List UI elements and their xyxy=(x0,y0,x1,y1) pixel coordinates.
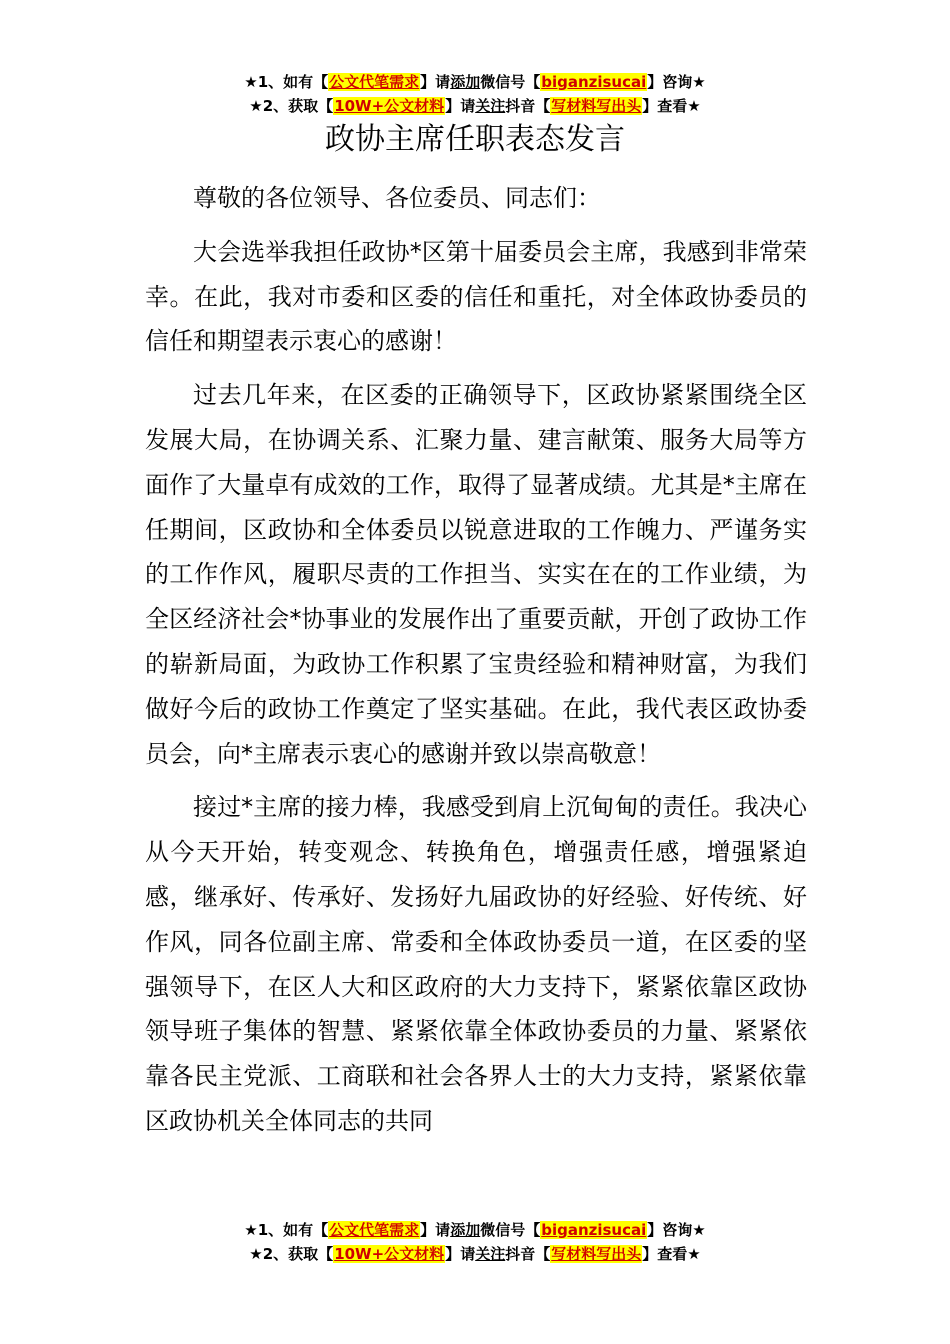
paragraph: 大会选举我担任政协*区第十届委员会主席，我感到非常荣幸。在此，我对市委和区委的信任和重托，对全体政协委员的信任和期望表示衷心的感谢！ xyxy=(145,237,807,356)
highlight-materials: 10W+公文材料 xyxy=(334,1245,445,1263)
banner-text: ★2、获取【 xyxy=(249,97,334,115)
banner-text: 】请 xyxy=(420,73,451,91)
banner-text-underlined: 添加 xyxy=(450,73,481,91)
highlight-wechat-id: biganzisucai xyxy=(541,1221,647,1239)
banner-text: ★1、如有【 xyxy=(244,73,329,91)
banner-text: 】查看★ xyxy=(642,97,701,115)
banner-text: 】请 xyxy=(445,1245,476,1263)
banner-text: 】咨询★ xyxy=(647,1221,706,1239)
banner-line-2 xyxy=(0,1242,950,1266)
banner-line-1 xyxy=(0,1218,950,1242)
top-banner xyxy=(0,70,950,118)
banner-text: 抖音【 xyxy=(505,97,551,115)
banner-text: 抖音【 xyxy=(505,1245,551,1263)
banner-text: 微信号【 xyxy=(480,1221,541,1239)
document-title: 政协主席任职表态发言 xyxy=(325,122,625,157)
highlight-douyin-account: 写材料写出头 xyxy=(551,1245,642,1263)
banner-text: 】请 xyxy=(420,1221,451,1239)
highlight-materials: 10W+公文材料 xyxy=(334,97,445,115)
banner-text: 】咨询★ xyxy=(647,73,706,91)
banner-text: 微信号【 xyxy=(480,73,541,91)
banner-text: ★2、获取【 xyxy=(249,1245,334,1263)
paragraph: 接过*主席的接力棒，我感受到肩上沉甸甸的责任。我决心从今天开始，转变观念、转换角色，增强责任感，增强紧迫感，继承好、传承好、发扬好九届政协的好经验、好传统、好作风，同各位副主席、常委和全体政协委员一道，在区委的坚强领导下，在区人大和区政府的大力支持下，紧紧依靠区政协领导班子集体的智慧、紧紧依靠全体政协委员的力量、紧紧依靠各民主党派、工商联和社会各界人士的大力支持，紧紧依靠区政协机关全体同志的共同 xyxy=(145,793,807,1135)
banner-text: 】请 xyxy=(445,97,476,115)
highlight-service: 公文代笔需求 xyxy=(329,1221,420,1239)
banner-text: 】查看★ xyxy=(642,1245,701,1263)
highlight-wechat-id: biganzisucai xyxy=(541,73,647,91)
highlight-douyin-account: 写材料写出头 xyxy=(551,97,642,115)
banner-text-underlined: 添加 xyxy=(450,1221,481,1239)
banner-line-2 xyxy=(0,94,950,118)
banner-text: ★1、如有【 xyxy=(244,1221,329,1239)
banner-line-1 xyxy=(0,70,950,94)
paragraph: 过去几年来，在区委的正确领导下，区政协紧紧围绕全区发展大局，在协调关系、汇聚力量、建言献策、服务大局等方面作了大量卓有成效的工作，取得了显著成绩。尤其是*主席在任期间，区政协和全体委员以锐意进取的工作魄力、严谨务实的工作作风，履职尽责的工作担当、实实在在的工作业绩，为全区经济社会*协事业的发展作出了重要贡献，开创了政协工作的崭新局面，为政协工作积累了宝贵经验和精神财富，为我们做好今后的政协工作奠定了坚实基础。在此，我代表区政协委员会，向*主席表示衷心的感谢并致以崇高敬意！ xyxy=(145,381,807,768)
banner-text-underlined: 关注 xyxy=(475,1245,506,1263)
bottom-banner xyxy=(0,1218,950,1266)
document-body xyxy=(145,176,807,1153)
highlight-service: 公文代笔需求 xyxy=(329,73,420,91)
salutation: 尊敬的各位领导、各位委员、同志们： xyxy=(193,184,601,212)
banner-text-underlined: 关注 xyxy=(475,97,506,115)
